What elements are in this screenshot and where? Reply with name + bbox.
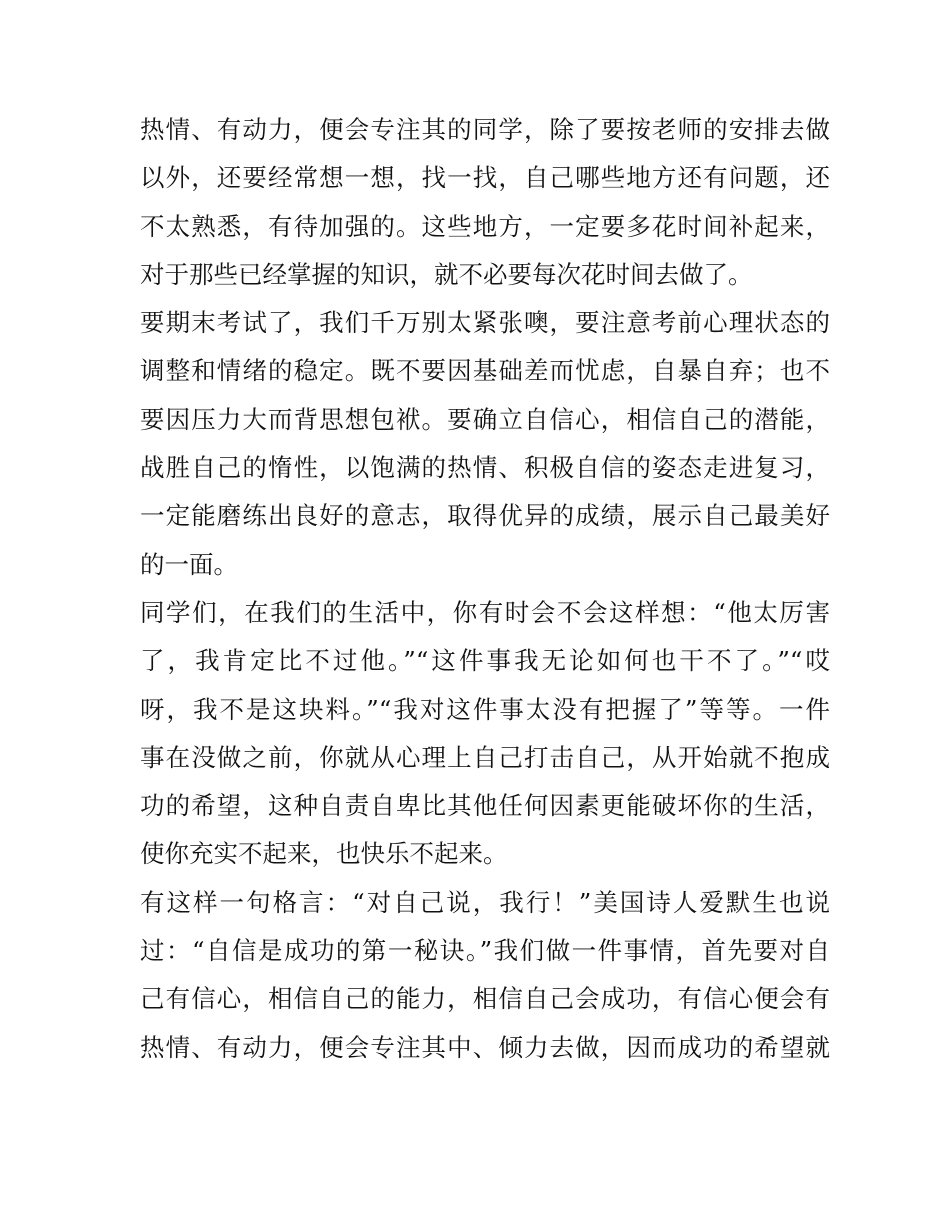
text-line: 一定能磨练出良好的意志，取得优异的成绩，展示自己最美好 bbox=[140, 501, 830, 531]
text-line: 己有信心，相信自己的能力，相信自己会成功，有信心便会有 bbox=[140, 984, 830, 1014]
text-line: 要因压力大而背思想包袱。要确立自信心，相信自己的潜能， bbox=[140, 404, 830, 434]
text-line: 调整和情绪的稳定。既不要因基础差而忧虑，自暴自弃；也不 bbox=[140, 356, 830, 386]
text-line: 功的希望，这种自责自卑比其他任何因素更能破坏你的生活， bbox=[140, 791, 830, 821]
text-line: 事在没做之前，你就从心理上自己打击自己，从开始就不抱成 bbox=[140, 742, 830, 772]
text-line: 过：“自信是成功的第一秘诀。”我们做一件事情，首先要对自 bbox=[140, 936, 830, 966]
body-text bbox=[140, 106, 830, 1072]
text-line: 热情、有动力，便会专注其的同学，除了要按老师的安排去做 bbox=[140, 115, 830, 144]
text-line: 热情、有动力，便会专注其中、倾力去做，因而成功的希望就 bbox=[140, 1032, 830, 1062]
text-line: 了，我肯定比不过他。”“这件事我无论如何也干不了。”“哎 bbox=[140, 646, 830, 676]
text-line: 使你充实不起来，也快乐不起来。 bbox=[140, 839, 508, 869]
text-line: 不太熟悉，有待加强的。这些地方，一定要多花时间补起来， bbox=[140, 211, 830, 241]
text-line: 以外，还要经常想一想，找一找，自己哪些地方还有问题，还 bbox=[140, 163, 830, 193]
text-line: 要期末考试了，我们千万别太紧张噢，要注意考前心理状态的 bbox=[140, 308, 830, 338]
text-line: 呀，我不是这块料。”“我对这件事太没有把握了”等等。一件 bbox=[140, 694, 830, 724]
text-line: 的一面。 bbox=[140, 549, 238, 579]
text-line: 战胜自己的惰性，以饱满的热情、积极自信的姿态走进复习， bbox=[140, 453, 830, 483]
text-line: 同学们，在我们的生活中，你有时会不会这样想：“他太厉害 bbox=[140, 597, 830, 627]
text-line: 对于那些已经掌握的知识，就不必要每次花时间去做了。 bbox=[140, 259, 753, 289]
text-line: 有这样一句格言：“对自己说，我行！”美国诗人爱默生也说 bbox=[140, 887, 830, 917]
